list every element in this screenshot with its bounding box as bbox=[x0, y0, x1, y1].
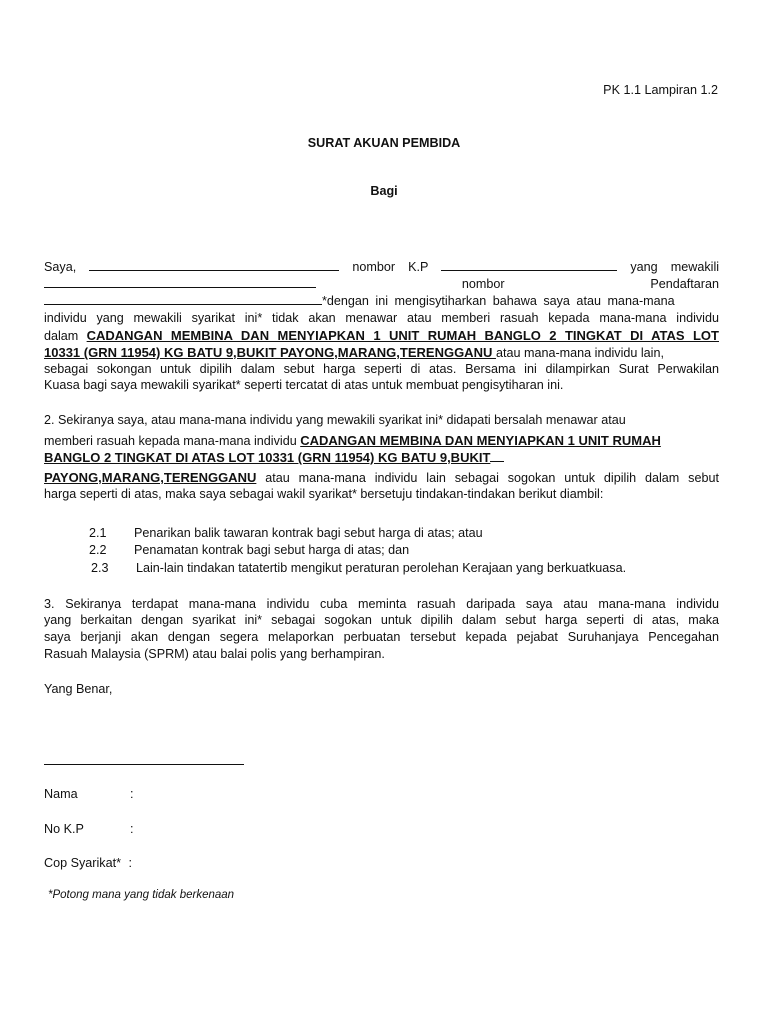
field-colon: : bbox=[128, 856, 132, 870]
paragraph-line: 3. Sekiranya terdapat mana-mana individu cuba meminta rasuah daripada saya atau mana-mana individu bbox=[44, 597, 719, 611]
declaration-text: atau mana-mana individu lain, bbox=[495, 346, 664, 360]
project-title: CADANGAN MEMBINA DAN MENYIAPKAN 1 UNIT RUMAH bbox=[300, 433, 661, 448]
field-colon: : bbox=[130, 822, 134, 836]
paragraph-line: yang berkaitan dengan syarikat ini* sebagai sogokan untuk dipilih dalam sebut harga seperti di atas, maka bbox=[44, 613, 719, 627]
label-yang-mewakili: yang mewakili bbox=[630, 260, 720, 274]
text-dalam: dalam bbox=[44, 329, 87, 343]
declaration-line bbox=[44, 259, 719, 276]
item-number: 2.3 bbox=[91, 561, 109, 575]
underline-tail bbox=[490, 450, 504, 462]
declaration-line: individu yang mewakili syarikat ini* tidak akan menawar atau memberi rasuah kepada mana-mana individu bbox=[44, 311, 719, 325]
item-number: 2.2 bbox=[89, 543, 107, 557]
item-text: Penamatan kontrak bagi sebut harga di atas; dan bbox=[134, 543, 410, 557]
project-title: 10331 (GRN 11954) KG BATU 9,BUKIT PAYONG,MARANG,TERENGGANU bbox=[44, 345, 496, 360]
paragraph-line bbox=[44, 469, 719, 487]
paragraph-text: memberi rasuah kepada mana-mana individu bbox=[44, 434, 301, 448]
field-label: Nama bbox=[44, 787, 78, 801]
document-reference: PK 1.1 Lampiran 1.2 bbox=[603, 83, 718, 97]
field-label: Cop Syarikat* bbox=[44, 856, 121, 870]
declaration-line: sebagai sokongan untuk dipilih dalam sebut harga seperti di atas. Bersama ini dilampirkan Surat Perwakilan bbox=[44, 362, 719, 376]
project-title: PAYONG,MARANG,TERENGGANU bbox=[44, 470, 257, 485]
paragraph-text: atau mana-mana individu lain sebagai sogokan untuk dipilih dalam sebut bbox=[256, 471, 719, 485]
signature-line bbox=[44, 764, 244, 765]
field-colon: : bbox=[130, 787, 134, 801]
declaration-line bbox=[44, 327, 719, 345]
ic-number-field bbox=[44, 822, 134, 836]
declaration-text: *dengan ini mengisytiharkan bahawa saya atau mana-mana bbox=[322, 294, 675, 308]
item-text: Lain-lain tindakan tatatertib mengikut peraturan perolehan Kerajaan yang berkuatkuasa. bbox=[136, 561, 627, 575]
field-label: No K.P bbox=[44, 822, 84, 836]
label-nombor-kp: nombor K.P bbox=[352, 260, 429, 274]
paragraph-line: Rasuah Malaysia (SPRM) atau balai polis yang berhampiran. bbox=[44, 647, 385, 661]
closing-salutation: Yang Benar, bbox=[44, 682, 113, 696]
registration-blank bbox=[44, 293, 322, 305]
document-subtitle: Bagi bbox=[370, 184, 398, 198]
paragraph-line: harga seperti di atas, maka saya sebagai wakil syarikat* bersetuju tindakan-tindakan berikut diambil: bbox=[44, 487, 604, 501]
document-title: SURAT AKUAN PEMBIDA bbox=[307, 136, 461, 150]
declaration-line bbox=[44, 293, 719, 310]
paragraph-line: saya berjanji akan dengan segera melaporkan perbuatan tersebut kepada pejabat Suruhanjaya Pencegahan bbox=[44, 630, 719, 644]
declaration-line: Kuasa bagi saya mewakili syarikat* seperti tercatat di atas untuk membuat pengisytiharan ini. bbox=[44, 378, 564, 392]
footnote: *Potong mana yang tidak berkenaan bbox=[48, 889, 235, 901]
paragraph-line: 2. Sekiranya saya, atau mana-mana individu yang mewakili syarikat ini* didapati bersalah menawar atau bbox=[44, 413, 626, 427]
company-stamp-field bbox=[44, 856, 132, 870]
project-title: BANGLO 2 TINGKAT DI ATAS LOT 10331 (GRN 11954) KG BATU 9,BUKIT bbox=[44, 450, 491, 465]
name-blank bbox=[89, 259, 339, 271]
company-blank bbox=[44, 276, 316, 288]
paragraph-line bbox=[44, 432, 719, 450]
project-title: CADANGAN MEMBINA DAN MENYIAPKAN 1 UNIT RUMAH BANGLO 2 TINGKAT DI ATAS LOT bbox=[86, 328, 719, 343]
label-pendaftaran: Pendaftaran bbox=[650, 277, 720, 291]
label-nombor: nombor bbox=[461, 277, 505, 291]
item-text: Penarikan balik tawaran kontrak bagi sebut harga di atas; atau bbox=[134, 526, 483, 540]
label-saya: Saya, bbox=[44, 260, 77, 274]
item-number: 2.1 bbox=[89, 526, 107, 540]
name-field bbox=[44, 787, 134, 801]
declaration-line bbox=[44, 276, 719, 293]
declaration-line bbox=[44, 344, 719, 362]
paragraph-line bbox=[44, 449, 719, 467]
ic-blank bbox=[441, 259, 617, 271]
